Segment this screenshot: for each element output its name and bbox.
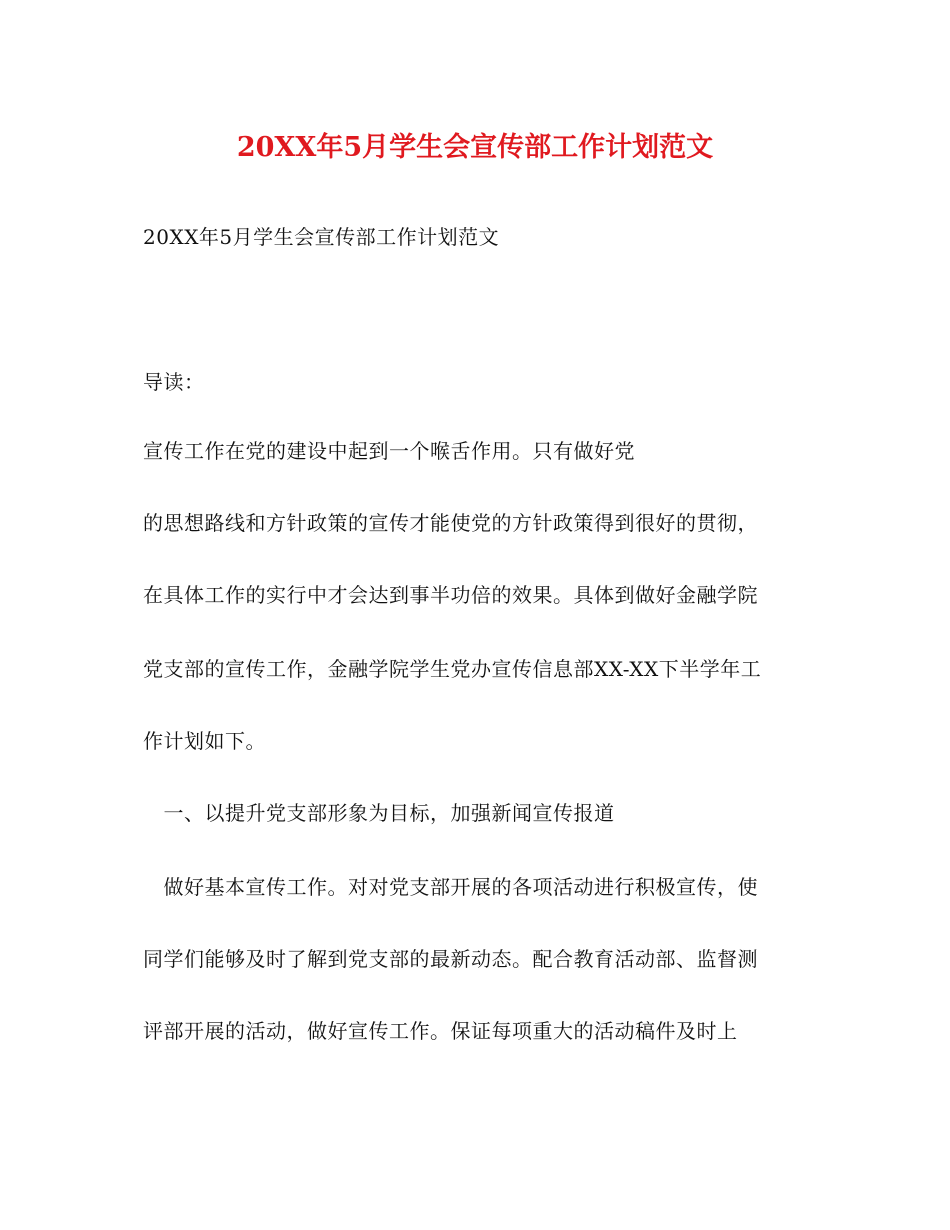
body-line-6: 做好基本宣传工作。对对党支部开展的各项活动进行积极宣传，使 (143, 875, 758, 899)
subtitle-line: 20XX年5月学生会宣传部工作计划范文 (143, 225, 500, 249)
body-line-1: 宣传工作在党的建设中起到一个喉舌作用。只有做好党 (143, 439, 635, 463)
body-line-4: 党支部的宣传工作，金融学院学生党办宣传信息部XX-XX下半学年工 (143, 657, 762, 681)
body-line-8: 评部开展的活动，做好宣传工作。保证每项重大的活动稿件及时上 (143, 1019, 738, 1043)
body-line-5: 作计划如下。 (143, 729, 266, 753)
section-heading-1: 一、以提升党支部形象为目标，加强新闻宣传报道 (143, 801, 615, 825)
body-line-7: 同学们能够及时了解到党支部的最新动态。配合教育活动部、监督测 (143, 947, 758, 971)
body-line-3: 在具体工作的实行中才会达到事半功倍的效果。具体到做好金融学院 (143, 583, 758, 607)
document-title: 20XX年5月学生会宣传部工作计划范文 (236, 132, 714, 163)
body-line-2: 的思想路线和方针政策的宣传才能使党的方针政策得到很好的贯彻， (143, 511, 758, 535)
guide-label: 导读： (143, 370, 205, 394)
